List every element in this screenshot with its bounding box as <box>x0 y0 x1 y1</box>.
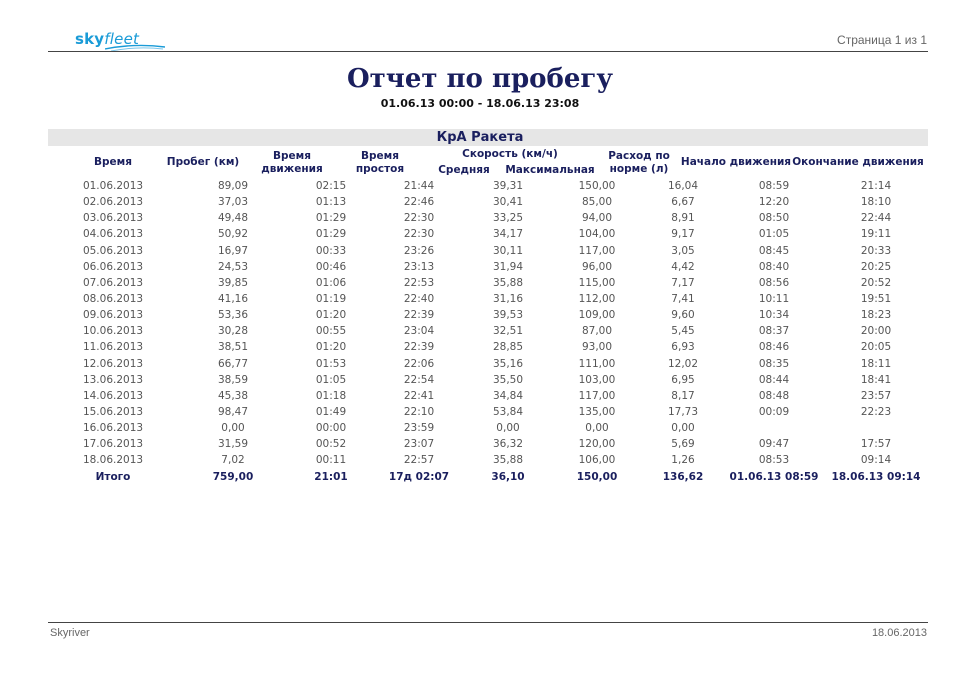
total-idle-time: 17д 02:07 <box>388 470 450 483</box>
cell-speed-max: 135,00 <box>578 406 616 419</box>
cell-speed-avg: 0,00 <box>496 422 520 435</box>
cell-start: 12:20 <box>758 196 790 209</box>
cell-fuel: 5,69 <box>671 438 695 451</box>
cell-mileage: 38,51 <box>217 341 249 354</box>
cell-speed-max: 111,00 <box>578 357 616 370</box>
cell-date: 14.06.2013 <box>82 389 144 402</box>
cell-end: 19:51 <box>860 293 892 306</box>
page-number: Страница 1 из 1 <box>837 33 927 47</box>
total-speed-avg: 36,10 <box>491 470 525 483</box>
cell-date: 18.06.2013 <box>82 454 144 467</box>
cell-start: 08:44 <box>758 373 790 386</box>
cell-end: 19:11 <box>860 228 892 241</box>
col-header-idle-time: Время простоя <box>355 150 405 175</box>
cell-mileage: 31,59 <box>217 438 249 451</box>
table-row <box>48 275 928 291</box>
cell-end: 22:23 <box>860 406 892 419</box>
cell-date: 13.06.2013 <box>82 373 144 386</box>
cell-mileage: 41,16 <box>217 293 249 306</box>
cell-mileage: 24,53 <box>217 260 249 273</box>
cell-start: 08:50 <box>758 212 790 225</box>
cell-end: 18:41 <box>860 373 892 386</box>
cell-moving-time: 00:46 <box>315 260 347 273</box>
total-speed-max: 150,00 <box>576 470 618 483</box>
cell-speed-max: 120,00 <box>578 438 616 451</box>
logo-fleet: fleet <box>104 30 140 48</box>
cell-mileage: 16,97 <box>217 244 249 257</box>
cell-end: 20:00 <box>860 325 892 338</box>
cell-start: 08:40 <box>758 260 790 273</box>
total-moving-time: 21:01 <box>314 470 348 483</box>
cell-speed-avg: 36,32 <box>492 438 524 451</box>
cell-fuel: 8,91 <box>671 212 695 225</box>
cell-mileage: 7,02 <box>221 454 245 467</box>
cell-end: 18:11 <box>860 357 892 370</box>
cell-speed-avg: 30,41 <box>492 196 524 209</box>
cell-end: 18:23 <box>860 309 892 322</box>
cell-mileage: 66,77 <box>217 357 249 370</box>
cell-end: 22:44 <box>860 212 892 225</box>
cell-date: 11.06.2013 <box>82 341 144 354</box>
cell-speed-avg: 39,53 <box>492 309 524 322</box>
cell-idle-time: 23:07 <box>403 438 435 451</box>
table-row <box>48 452 928 468</box>
logo-sky: sky <box>75 30 105 48</box>
col-header-speed-avg: Средняя <box>438 164 490 176</box>
cell-idle-time: 22:54 <box>403 373 435 386</box>
cell-date: 17.06.2013 <box>82 438 144 451</box>
cell-date: 06.06.2013 <box>82 260 144 273</box>
cell-start: 09:47 <box>758 438 790 451</box>
table-row <box>48 436 928 452</box>
cell-speed-avg: 28,85 <box>492 341 524 354</box>
cell-moving-time: 01:20 <box>315 341 347 354</box>
cell-fuel: 7,41 <box>671 293 695 306</box>
report-period: 01.06.13 00:00 - 18.06.13 23:08 <box>380 97 580 110</box>
cell-start: 08:45 <box>758 244 790 257</box>
cell-idle-time: 23:59 <box>403 422 435 435</box>
cell-moving-time: 00:33 <box>315 244 347 257</box>
cell-idle-time: 22:41 <box>403 389 435 402</box>
col-header-speed-max: Максимальная <box>505 164 595 176</box>
cell-speed-max: 104,00 <box>578 228 616 241</box>
cell-start: 00:09 <box>758 406 790 419</box>
cell-mileage: 30,28 <box>217 325 249 338</box>
cell-speed-max: 94,00 <box>581 212 613 225</box>
cell-date: 15.06.2013 <box>82 406 144 419</box>
cell-date: 03.06.2013 <box>82 212 144 225</box>
cell-end: 20:52 <box>860 276 892 289</box>
cell-date: 01.06.2013 <box>82 180 144 193</box>
total-fuel: 136,62 <box>662 470 704 483</box>
col-header-start: Начало движения <box>680 156 792 168</box>
total-row <box>48 469 928 485</box>
cell-start: 08:37 <box>758 325 790 338</box>
cell-date: 16.06.2013 <box>82 422 144 435</box>
table-row <box>48 323 928 339</box>
cell-fuel: 8,17 <box>671 389 695 402</box>
cell-speed-avg: 34,84 <box>492 389 524 402</box>
total-start: 01.06.13 08:59 <box>729 470 819 483</box>
cell-date: 08.06.2013 <box>82 293 144 306</box>
cell-mileage: 50,92 <box>217 228 249 241</box>
cell-idle-time: 22:40 <box>403 293 435 306</box>
cell-speed-max: 106,00 <box>578 454 616 467</box>
footer-divider <box>48 622 928 623</box>
cell-idle-time: 22:10 <box>403 406 435 419</box>
cell-end: 20:25 <box>860 260 892 273</box>
cell-end: 09:14 <box>860 454 892 467</box>
cell-mileage: 49,48 <box>217 212 249 225</box>
cell-fuel: 4,42 <box>671 260 695 273</box>
cell-start: 01:05 <box>758 228 790 241</box>
cell-start: 10:34 <box>758 309 790 322</box>
cell-idle-time: 22:53 <box>403 276 435 289</box>
cell-date: 10.06.2013 <box>82 325 144 338</box>
cell-mileage: 45,38 <box>217 389 249 402</box>
cell-idle-time: 22:57 <box>403 454 435 467</box>
cell-fuel: 16,04 <box>667 180 699 193</box>
total-mileage: 759,00 <box>212 470 254 483</box>
cell-speed-max: 103,00 <box>578 373 616 386</box>
col-header-mileage: Пробег (км) <box>166 156 240 168</box>
header-divider <box>48 51 928 52</box>
cell-mileage: 39,85 <box>217 276 249 289</box>
footer-date: 18.06.2013 <box>871 627 927 639</box>
table-row <box>48 243 928 259</box>
cell-idle-time: 23:26 <box>403 244 435 257</box>
cell-speed-max: 109,00 <box>578 309 616 322</box>
cell-moving-time: 01:06 <box>315 276 347 289</box>
footer-company: Skyriver <box>50 627 90 639</box>
cell-date: 05.06.2013 <box>82 244 144 257</box>
cell-speed-max: 115,00 <box>578 276 616 289</box>
cell-start: 10:11 <box>758 293 790 306</box>
cell-speed-max: 87,00 <box>581 325 613 338</box>
cell-moving-time: 00:00 <box>315 422 347 435</box>
report-title: Отчет по пробегу <box>347 64 613 94</box>
cell-speed-avg: 34,17 <box>492 228 524 241</box>
cell-fuel: 0,00 <box>671 422 695 435</box>
cell-idle-time: 23:13 <box>403 260 435 273</box>
cell-start: 08:53 <box>758 454 790 467</box>
table-body <box>48 178 928 485</box>
cell-speed-max: 93,00 <box>581 341 613 354</box>
cell-moving-time: 01:18 <box>315 389 347 402</box>
cell-start: 08:59 <box>758 180 790 193</box>
cell-mileage: 38,59 <box>217 373 249 386</box>
cell-speed-max: 117,00 <box>578 244 616 257</box>
cell-fuel: 1,26 <box>671 454 695 467</box>
cell-fuel: 9,17 <box>671 228 695 241</box>
cell-speed-avg: 53,84 <box>492 406 524 419</box>
table-row <box>48 178 928 194</box>
cell-moving-time: 01:13 <box>315 196 347 209</box>
cell-idle-time: 21:44 <box>403 180 435 193</box>
cell-date: 07.06.2013 <box>82 276 144 289</box>
table-row <box>48 194 928 210</box>
cell-moving-time: 01:05 <box>315 373 347 386</box>
cell-start: 08:35 <box>758 357 790 370</box>
cell-moving-time: 01:19 <box>315 293 347 306</box>
table-row <box>48 339 928 355</box>
cell-speed-max: 150,00 <box>578 180 616 193</box>
cell-start <box>724 420 824 436</box>
cell-end: 18:10 <box>860 196 892 209</box>
cell-speed-avg: 35,16 <box>492 357 524 370</box>
cell-idle-time: 22:39 <box>403 341 435 354</box>
cell-end: 21:14 <box>860 180 892 193</box>
cell-end: 20:05 <box>860 341 892 354</box>
cell-speed-avg: 31,16 <box>492 293 524 306</box>
cell-moving-time: 00:55 <box>315 325 347 338</box>
cell-idle-time: 23:04 <box>403 325 435 338</box>
cell-end <box>824 420 928 436</box>
table-row <box>48 420 928 436</box>
cell-moving-time: 00:11 <box>315 454 347 467</box>
cell-mileage: 89,09 <box>217 180 249 193</box>
cell-speed-avg: 35,50 <box>492 373 524 386</box>
cell-start: 08:56 <box>758 276 790 289</box>
cell-fuel: 9,60 <box>671 309 695 322</box>
table-row <box>48 388 928 404</box>
table-row <box>48 404 928 420</box>
cell-idle-time: 22:39 <box>403 309 435 322</box>
table-row <box>48 259 928 275</box>
cell-speed-avg: 32,51 <box>492 325 524 338</box>
cell-end: 23:57 <box>860 389 892 402</box>
table-row <box>48 372 928 388</box>
cell-start: 08:46 <box>758 341 790 354</box>
cell-fuel: 12,02 <box>667 357 699 370</box>
cell-date: 02.06.2013 <box>82 196 144 209</box>
col-header-fuel: Расход по норме (л) <box>608 150 670 175</box>
table-row <box>48 291 928 307</box>
col-header-end: Окончание движения <box>792 156 924 168</box>
cell-mileage: 37,03 <box>217 196 249 209</box>
col-header-time: Время <box>94 156 132 168</box>
table-row <box>48 356 928 372</box>
mileage-table <box>48 178 928 485</box>
cell-fuel: 3,05 <box>671 244 695 257</box>
table-row <box>48 307 928 323</box>
cell-speed-avg: 39,31 <box>492 180 524 193</box>
cell-date: 09.06.2013 <box>82 309 144 322</box>
cell-fuel: 17,73 <box>667 406 699 419</box>
cell-moving-time: 01:29 <box>315 212 347 225</box>
cell-idle-time: 22:30 <box>403 228 435 241</box>
cell-start: 08:48 <box>758 389 790 402</box>
cell-idle-time: 22:30 <box>403 212 435 225</box>
table-row <box>48 210 928 226</box>
cell-moving-time: 00:52 <box>315 438 347 451</box>
cell-speed-max: 117,00 <box>578 389 616 402</box>
cell-moving-time: 02:15 <box>315 180 347 193</box>
cell-fuel: 7,17 <box>671 276 695 289</box>
cell-fuel: 5,45 <box>671 325 695 338</box>
cell-speed-max: 96,00 <box>581 260 613 273</box>
vehicle-name: КрА Ракета <box>436 130 524 145</box>
cell-speed-avg: 35,88 <box>492 276 524 289</box>
cell-idle-time: 22:06 <box>403 357 435 370</box>
cell-speed-avg: 31,94 <box>492 260 524 273</box>
total-end: 18.06.13 09:14 <box>831 470 921 483</box>
cell-end: 17:57 <box>860 438 892 451</box>
cell-mileage: 98,47 <box>217 406 249 419</box>
cell-end: 20:33 <box>860 244 892 257</box>
col-header-moving-time: Время движения <box>261 150 323 175</box>
cell-mileage: 0,00 <box>221 422 245 435</box>
cell-speed-avg: 33,25 <box>492 212 524 225</box>
cell-moving-time: 01:53 <box>315 357 347 370</box>
cell-speed-max: 112,00 <box>578 293 616 306</box>
cell-speed-avg: 30,11 <box>492 244 524 257</box>
cell-date: 12.06.2013 <box>82 357 144 370</box>
cell-fuel: 6,67 <box>671 196 695 209</box>
cell-speed-max: 85,00 <box>581 196 613 209</box>
cell-moving-time: 01:29 <box>315 228 347 241</box>
cell-moving-time: 01:49 <box>315 406 347 419</box>
total-label: Итого <box>95 470 131 483</box>
cell-fuel: 6,93 <box>671 341 695 354</box>
col-header-speed: Скорость (км/ч) <box>462 148 558 160</box>
cell-date: 04.06.2013 <box>82 228 144 241</box>
cell-idle-time: 22:46 <box>403 196 435 209</box>
cell-speed-max: 0,00 <box>585 422 609 435</box>
cell-fuel: 6,95 <box>671 373 695 386</box>
cell-moving-time: 01:20 <box>315 309 347 322</box>
cell-speed-avg: 35,88 <box>492 454 524 467</box>
cell-mileage: 53,36 <box>217 309 249 322</box>
table-row <box>48 226 928 242</box>
